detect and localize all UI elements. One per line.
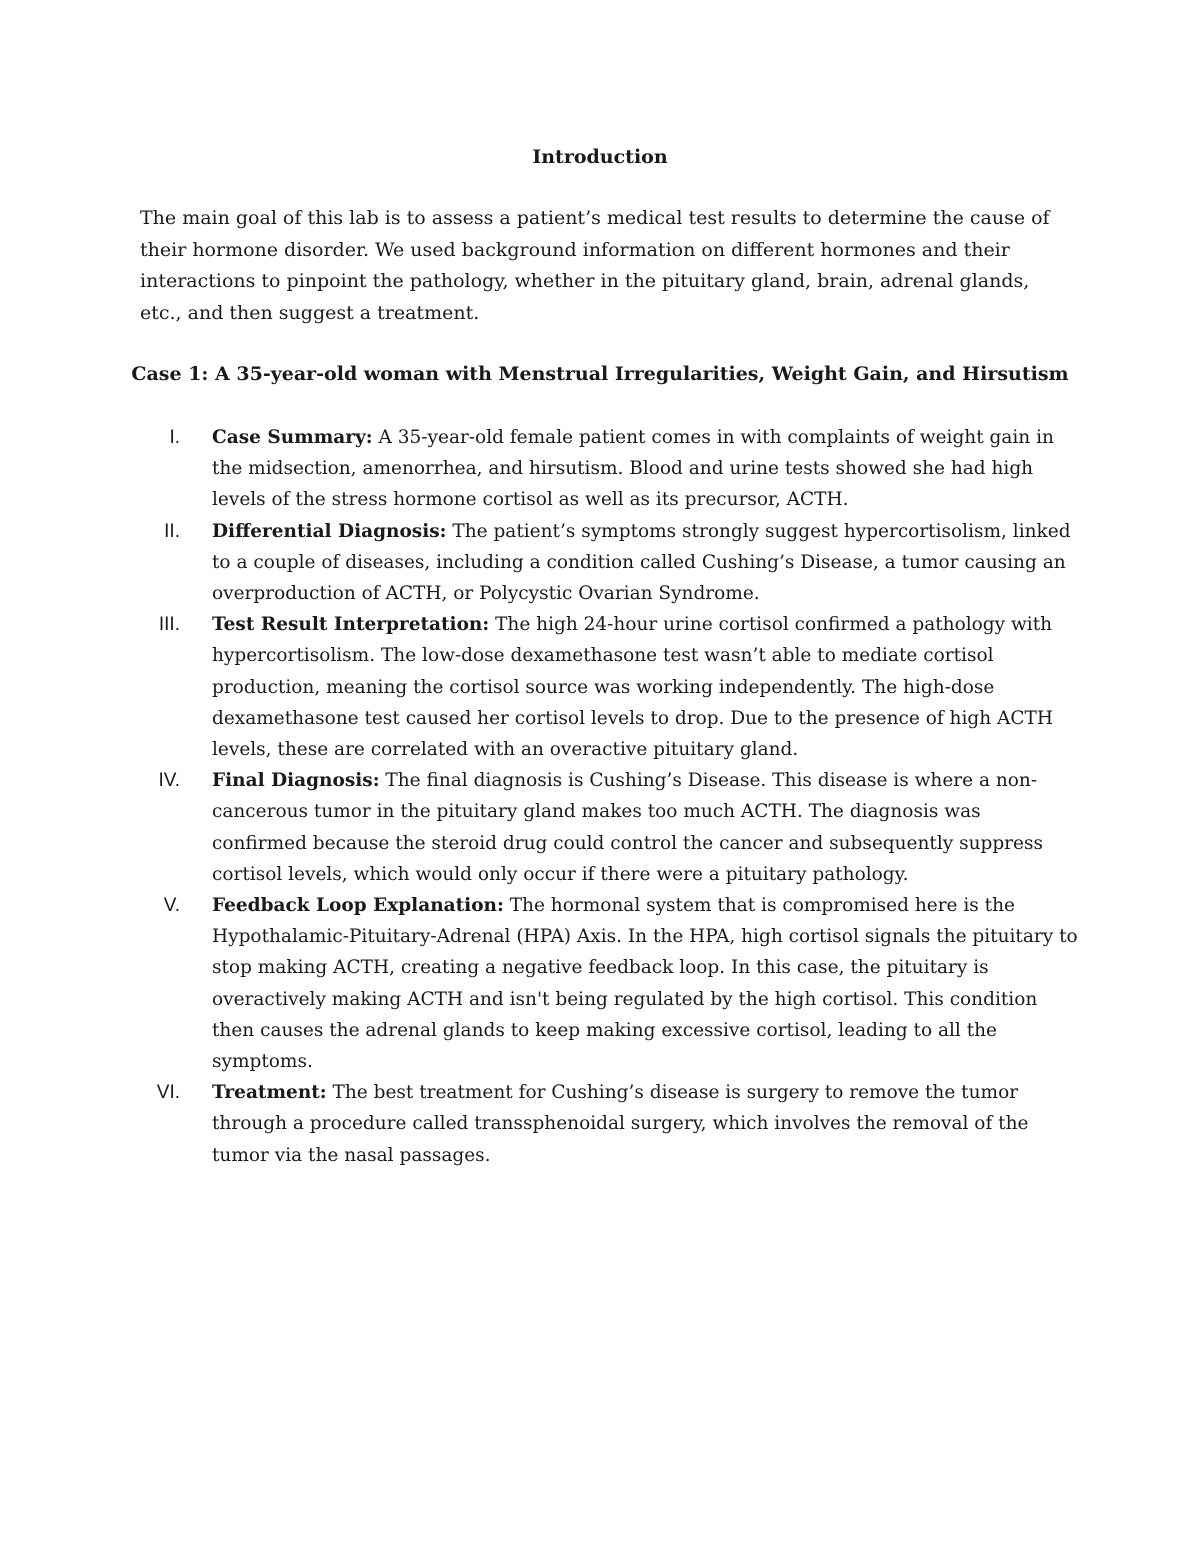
item-label: Final Diagnosis: — [212, 770, 380, 792]
list-numeral: IV. — [158, 770, 180, 792]
list-item-feedback-loop — [140, 890, 1080, 1077]
item-text: The patient’s symptoms strongly suggest hypercortisolism, linked to a couple of diseases, including a condition called Cushing’s Disease, a tumor causing an overproduction of ACTH, or Polycystic Ovarian Syndrome. — [212, 520, 1071, 605]
list-numeral: V. — [163, 895, 180, 917]
list-item-test-result-interpretation — [140, 609, 1080, 765]
list-item-case-summary — [140, 422, 1080, 516]
item-label: Feedback Loop Explanation: — [212, 895, 504, 917]
item-text: A 35-year-old female patient comes in with complaints of weight gain in the midsection, amenorrhea, and hirsutism. Blood and urine tests showed she had high levels of the stress hormone cortisol as well as its precursor, ACTH. — [212, 427, 1054, 511]
case-section-list — [140, 422, 1080, 1171]
list-item-differential-diagnosis — [140, 516, 1080, 610]
item-label: Test Result Interpretation: — [212, 614, 490, 636]
list-numeral: III. — [158, 614, 180, 636]
list-numeral: II. — [164, 520, 180, 542]
introduction-heading: Introduction — [532, 146, 668, 168]
list-numeral: I. — [169, 427, 180, 448]
item-text: The final diagnosis is Cushing’s Disease. This disease is where a non-cancerous tumor in the pituitary gland makes too much ACTH. The diagnosis was confirmed because the steroid drug could control the cancer and subsequently suppress cortisol levels, which would only occur if there were a pituitary pathology. — [212, 770, 1043, 885]
item-label: Treatment: — [212, 1082, 327, 1104]
item-text: The best treatment for Cushing’s disease is surgery to remove the tumor through a procedure called transsphenoidal surgery, which involves the removal of the tumor via the nasal passages. — [212, 1082, 1029, 1166]
item-text: The hormonal system that is compromised here is the Hypothalamic-Pituitary-Adrenal (HPA) Axis. In the HPA, high cortisol signals the pituitary to stop making ACTH, creating a negative feedback loop. In this case, the pituitary is overactively making ACTH and isn't being regulated by the high cortisol. This condition then causes the adrenal glands to keep making excessive cortisol, leading to all the symptoms. — [212, 895, 1078, 1073]
case-heading: Case 1: A 35-year-old woman with Menstrual Irregularities, Weight Gain, and Hirsutism — [131, 363, 1069, 385]
list-item-treatment — [140, 1077, 1080, 1171]
item-label: Case Summary: — [212, 427, 373, 448]
item-text: The high 24-hour urine cortisol confirmed a pathology with hypercortisolism. The low-dose dexamethasone test wasn’t able to mediate cortisol production, meaning the cortisol source was working independently. The high-dose dexamethasone test caused her cortisol levels to drop. Due to the presence of high ACTH levels, these are correlated with an overactive pituitary gland. — [212, 614, 1054, 761]
item-label: Differential Diagnosis: — [212, 520, 447, 542]
list-item-final-diagnosis — [140, 765, 1080, 890]
list-numeral: VI. — [156, 1082, 180, 1104]
introduction-paragraph: The main goal of this lab is to assess a patient’s medical test results to determine the cause of their hormone disorder. We used background information on different hormones and their interactions to pinpoint the pathology, whether in the pituitary gland, brain, adrenal glands, etc., and then suggest a treatment. — [140, 207, 1050, 324]
